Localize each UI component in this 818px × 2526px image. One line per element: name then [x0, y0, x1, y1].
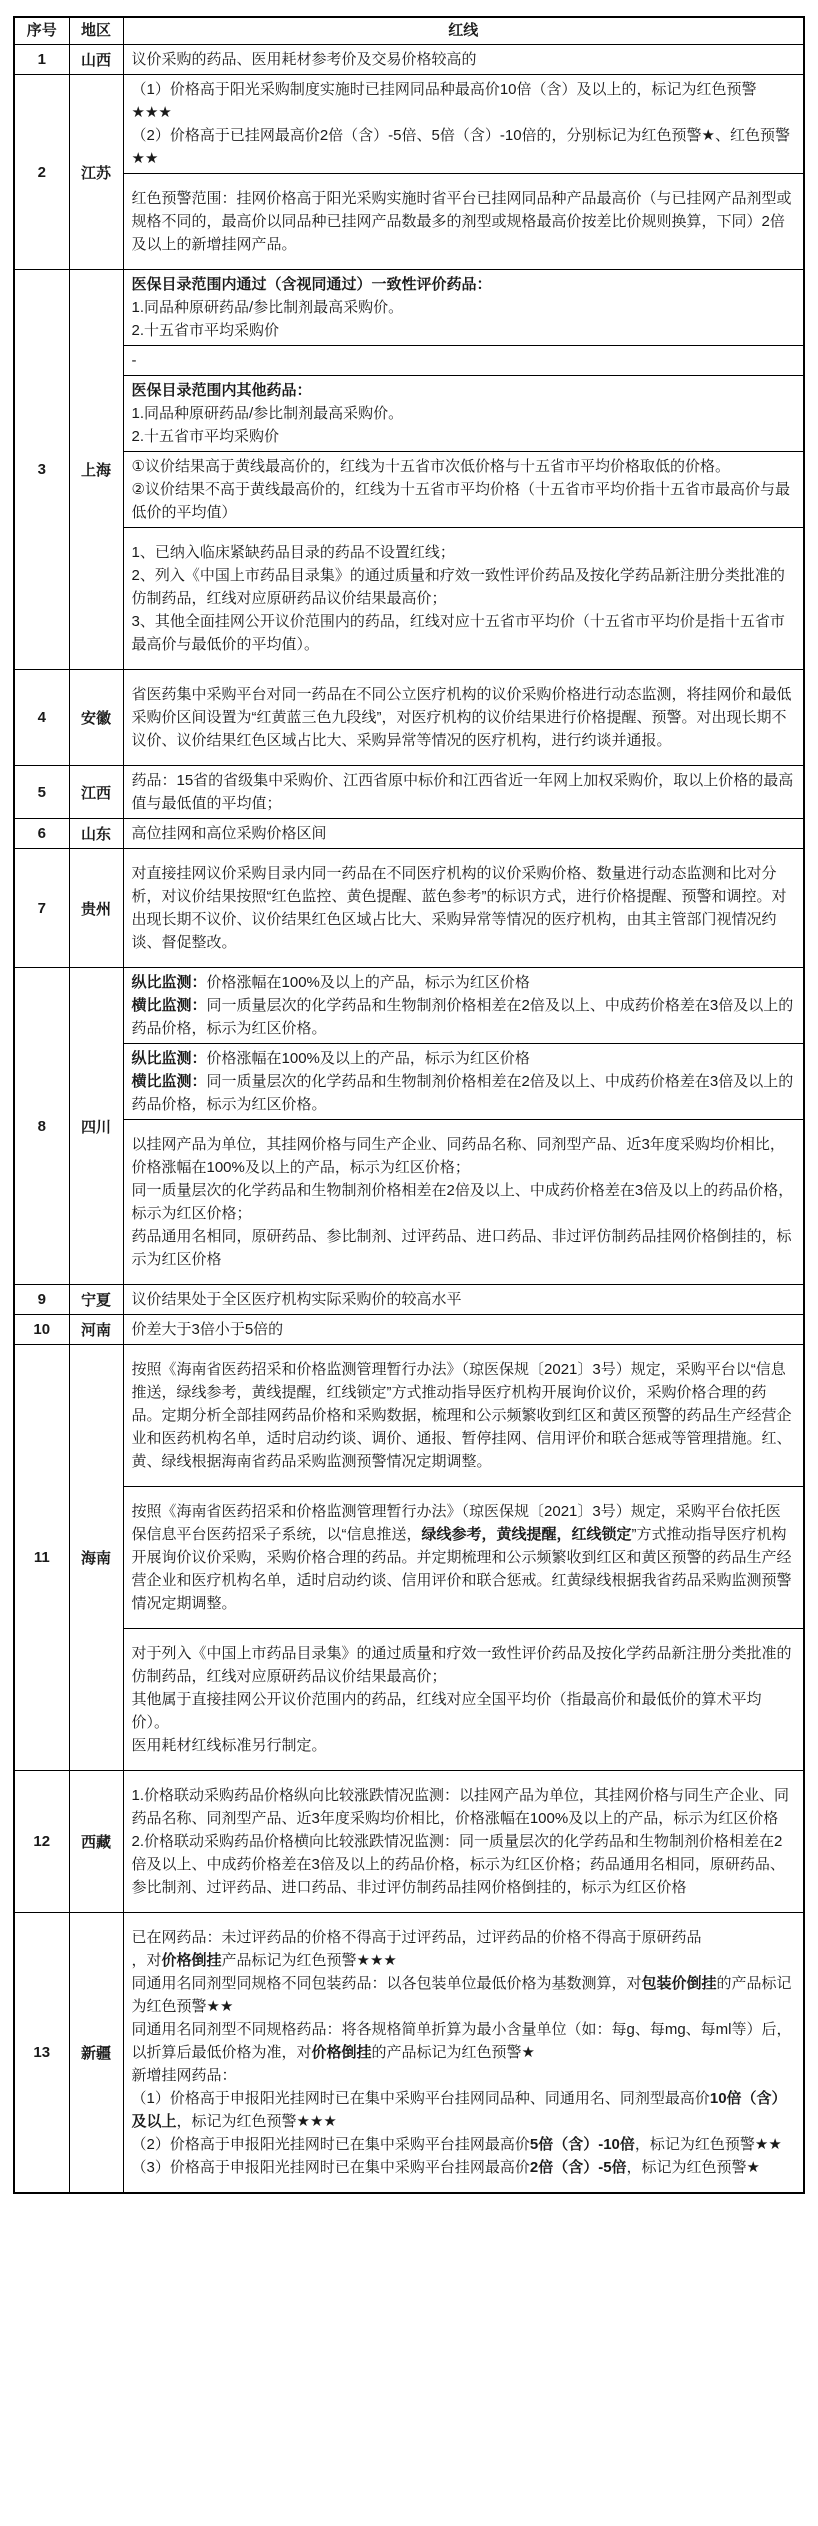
text: （1）价格高于申报阳光挂网时已在集中采购平台挂网同品种、同通用名、同剂型最高价: [131, 2090, 710, 2107]
text: ②议价结果不高于黄线最高价的，红线为十五省市平均价格（十五省市平均价指十五省市最高价与最低价的平均值）: [131, 481, 790, 521]
bold-text: 纵比监测：: [131, 974, 207, 991]
region-name-cell: 贵州: [69, 849, 123, 968]
bold-text: 2倍（含）-5倍: [529, 2159, 627, 2176]
paragraph: [132, 2018, 796, 2064]
redline-content-cell: [123, 766, 804, 819]
text: 同一质量层次的化学药品和生物制剂价格相差在2倍及以上、中成药价格差在3倍及以上的药品价格，标示为红区价格。: [131, 997, 794, 1037]
text: 药品：15省的省级集中采购价、江西省原中标价和江西省近一年网上加权采购价，取以上价格的最高值与最低值的平均值；: [131, 772, 794, 812]
bold-text: 5倍（含）-10倍: [529, 2136, 635, 2153]
table-row: [14, 346, 804, 376]
redline-content-cell: [123, 968, 804, 1044]
region-name-cell: 山西: [69, 45, 123, 75]
paragraph: [132, 319, 796, 342]
paragraph: [132, 822, 796, 845]
region-name-cell: 河南: [69, 1315, 123, 1345]
redline-content-cell: [123, 670, 804, 766]
paragraph: [132, 1949, 796, 1972]
column-header-redline: 红线: [123, 17, 804, 45]
table-row: [14, 1044, 804, 1120]
region-name-cell: 西藏: [69, 1771, 123, 1913]
column-header-no: 序号: [14, 17, 69, 45]
paragraph: [132, 1784, 796, 1830]
table-body: [14, 45, 804, 2194]
text: 医用耗材红线标准另行制定。: [131, 1737, 327, 1754]
region-name-cell: 安徽: [69, 670, 123, 766]
paragraph: [132, 1500, 796, 1615]
paragraph: [132, 564, 796, 610]
row-number-cell: 3: [14, 270, 69, 670]
table-row: [14, 968, 804, 1044]
red-line-table: [13, 16, 805, 2194]
redline-content-cell: [123, 174, 804, 270]
paragraph: [132, 610, 796, 656]
bold-text: 10倍（含）及以上: [131, 2090, 787, 2130]
paragraph: [132, 1830, 796, 1899]
text: 同通用名同剂型不同规格药品：将各规格简单折算为最小含量单位（如：每g、每mg、每ml等）后，以折算后最低价格为准，对: [131, 2021, 792, 2061]
bold-text: 包装价倒挂: [641, 1975, 717, 1992]
text: 对直接挂网议价采购目录内同一药品在不同医疗机构的议价采购价格、数量进行动态监测和比对分析，对议价结果按照“红色监控、黄色提醒、蓝色参考”的标识方式，进行价格提醒、预警和调控。对出现长期不议价、议价结果红色区域占比大、采购异常等情况的医疗机构，由其主管部门视情况约谈、督促整改。: [131, 865, 787, 951]
redline-content-cell: [123, 376, 804, 452]
table-row: [14, 1345, 804, 1487]
region-name-cell: 山东: [69, 819, 123, 849]
redline-content-cell: [123, 1913, 804, 2194]
redline-content-cell: [123, 1771, 804, 1913]
text: 同一质量层次的化学药品和生物制剂价格相差在2倍及以上、中成药价格差在3倍及以上的药品价格，标示为红区价格。: [131, 1073, 794, 1113]
text: ，标记为红色预警★★: [634, 2136, 782, 2153]
text: 按照《海南省医药招采和价格监测管理暂行办法》（琼医保规〔2021〕3号）规定，采购平台依托医保信息平台医药招采子系统，以“信息推送，: [131, 1503, 781, 1543]
row-number-cell: 12: [14, 1771, 69, 1913]
row-number-cell: 11: [14, 1345, 69, 1771]
table-row: [14, 1487, 804, 1629]
paragraph: [132, 1688, 796, 1734]
row-number-cell: 2: [14, 75, 69, 270]
paragraph: [132, 455, 796, 478]
table-row: [14, 452, 804, 528]
redline-content-cell: [123, 819, 804, 849]
text: （3）价格高于申报阳光挂网时已在集中采购平台挂网最高价: [131, 2159, 530, 2176]
text: 2.十五省市平均采购价: [131, 322, 280, 339]
table-row: [14, 75, 804, 174]
paragraph: [132, 541, 796, 564]
paragraph: [132, 769, 796, 815]
row-number-cell: 8: [14, 968, 69, 1285]
paragraph: [132, 1133, 796, 1179]
text: （1）价格高于阳光采购制度实施时已挂网同品种最高价10倍（含）及以上的，标记为红色预警★★★: [131, 81, 757, 121]
text: ①议价结果高于黄线最高价的，红线为十五省市次低价格与十五省市平均价格取低的价格。: [131, 458, 730, 475]
region-name-cell: 江西: [69, 766, 123, 819]
paragraph: [132, 1734, 796, 1757]
redline-content-cell: [123, 45, 804, 75]
paragraph: [132, 683, 796, 752]
text: 红色预警范围：挂网价格高于阳光采购实施时省平台已挂网同品种产品最高价（与已挂网产品剂型或规格不同的，最高价以同品种已挂网产品数最多的剂型或规格最高价按差比价规则换算，下同）2倍及以上的新增挂网产品。: [131, 190, 792, 253]
row-number-cell: 7: [14, 849, 69, 968]
text: 1、已纳入临床紧缺药品目录的药品不设置红线；: [131, 544, 455, 561]
table-row: [14, 1629, 804, 1771]
redline-content-cell: [123, 1345, 804, 1487]
redline-content-cell: [123, 528, 804, 670]
paragraph: [132, 478, 796, 524]
paragraph: [132, 1070, 796, 1116]
region-name-cell: 上海: [69, 270, 123, 670]
region-name-cell: 江苏: [69, 75, 123, 270]
row-number-cell: 10: [14, 1315, 69, 1345]
region-name-cell: 海南: [69, 1345, 123, 1771]
paragraph: [132, 2087, 796, 2133]
paragraph: [132, 1047, 796, 1070]
row-number-cell: 9: [14, 1285, 69, 1315]
redline-content-cell: [123, 1044, 804, 1120]
paragraph: [132, 1358, 796, 1473]
text: 产品标记为红色预警★★★: [221, 1952, 397, 1969]
text: 的产品标记为红色预警★★: [131, 1975, 792, 2015]
table-row: [14, 528, 804, 670]
paragraph: [132, 862, 796, 954]
text: 1.价格联动采购药品价格纵向比较涨跌情况监测：以挂网产品为单位，其挂网价格与同生产企业、同药品名称、同剂型产品、近3年度采购均价相比，价格涨幅在100%及以上的产品，标示为红区价格: [131, 1787, 790, 1827]
bold-text: 医保目录范围内其他药品：: [131, 382, 312, 399]
table-row: [14, 1913, 804, 2194]
table-row: [14, 45, 804, 75]
text: 2.十五省市平均采购价: [131, 428, 280, 445]
paragraph: [132, 2133, 796, 2156]
paragraph: [132, 1642, 796, 1688]
text: 以挂网产品为单位，其挂网价格与同生产企业、同药品名称、同剂型产品、近3年度采购均价相比，价格涨幅在100%及以上的产品，标示为红区价格；: [131, 1136, 785, 1176]
redline-content-cell: [123, 1120, 804, 1285]
text: 的产品标记为红色预警★: [371, 2044, 535, 2061]
table-row: [14, 270, 804, 346]
paragraph: [132, 124, 796, 170]
paragraph: [132, 78, 796, 124]
text: （2）价格高于已挂网最高价2倍（含）-5倍、5倍（含）-10倍的，分别标记为红色预警★、红色预警★★: [131, 127, 790, 167]
text: -: [131, 352, 137, 369]
text: ，对: [131, 1952, 162, 1969]
text: 2、列入《中国上市药品目录集》的通过质量和疗效一致性评价药品及按化学药品新注册分类批准的仿制药品，红线对应原研药品议价结果最高价；: [131, 567, 785, 607]
redline-content-cell: [123, 346, 804, 376]
region-name-cell: 新疆: [69, 1913, 123, 2194]
paragraph: [132, 971, 796, 994]
redline-content-cell: [123, 1285, 804, 1315]
paragraph: [132, 273, 796, 296]
paragraph: [132, 379, 796, 402]
row-number-cell: 5: [14, 766, 69, 819]
header-row: [14, 17, 804, 45]
redline-content-cell: [123, 849, 804, 968]
text: 省医药集中采购平台对同一药品在不同公立医疗机构的议价采购价格进行动态监测，将挂网价和最低采购价区间设置为“红黄蓝三色九段线”，对医疗机构的议价结果进行价格提醒、预警。对出现长期不议价、议价结果红色区域占比大、采购异常等情况的医疗机构，进行约谈并通报。: [131, 686, 792, 749]
region-name-cell: 四川: [69, 968, 123, 1285]
row-number-cell: 6: [14, 819, 69, 849]
text: （2）价格高于申报阳光挂网时已在集中采购平台挂网最高价: [131, 2136, 530, 2153]
bold-text: 医保目录范围内通过（含视同通过）一致性评价药品：: [131, 276, 492, 293]
text: 2.价格联动采购药品价格横向比较涨跌情况监测：同一质量层次的化学药品和生物制剂价格相差在2倍及以上、中成药价格差在3倍及以上的药品价格，标示为红区价格；药品通用名相同，原研药品、参比制剂、过评药品、进口药品、非过评仿制药品挂网价格倒挂的，标示为红区价格: [131, 1833, 785, 1896]
table-row: [14, 849, 804, 968]
paragraph: [132, 1318, 796, 1341]
table-row: [14, 1315, 804, 1345]
table-row: [14, 376, 804, 452]
text: 1.同品种原研药品/参比制剂最高采购价。: [131, 299, 404, 316]
column-header-region: 地区: [69, 17, 123, 45]
row-number-cell: 13: [14, 1913, 69, 2194]
text: 价差大于3倍小于5倍的: [131, 1321, 284, 1338]
paragraph: [132, 296, 796, 319]
paragraph: [132, 1225, 796, 1271]
paragraph: [132, 402, 796, 425]
row-number-cell: 4: [14, 670, 69, 766]
text: 已在网药品：未过评药品的价格不得高于过评药品，过评药品的价格不得高于原研药品: [131, 1929, 702, 1946]
redline-content-cell: [123, 1315, 804, 1345]
text: 3、其他全面挂网公开议价范围内的药品，红线对应十五省市平均价（十五省市平均价是指十五省市最高价与最低价的平均值）。: [131, 613, 785, 653]
table-row: [14, 174, 804, 270]
text: 药品通用名相同，原研药品、参比制剂、过评药品、进口药品、非过评仿制药品挂网价格倒挂的，标示为红区价格: [131, 1228, 792, 1268]
redline-content-cell: [123, 270, 804, 346]
text: 1.同品种原研药品/参比制剂最高采购价。: [131, 405, 404, 422]
redline-content-cell: [123, 1629, 804, 1771]
redline-content-cell: [123, 1487, 804, 1629]
bold-text: 横比监测：: [131, 1073, 207, 1090]
table-row: [14, 670, 804, 766]
row-number-cell: 1: [14, 45, 69, 75]
paragraph: [132, 1926, 796, 1949]
paragraph: [132, 349, 796, 372]
table-row: [14, 766, 804, 819]
table-row: [14, 1120, 804, 1285]
text: ，标记为红色预警★: [626, 2159, 760, 2176]
text: ，标记为红色预警★★★: [176, 2113, 337, 2130]
text: 同一质量层次的化学药品和生物制剂价格相差在2倍及以上、中成药价格差在3倍及以上的药品价格，标示为红区价格；: [131, 1182, 794, 1222]
paragraph: [132, 187, 796, 256]
text: 同通用名同剂型同规格不同包装药品：以各包装单位最低价格为基数测算，对: [131, 1975, 642, 1992]
bold-text: 横比监测：: [131, 997, 207, 1014]
paragraph: [132, 1179, 796, 1225]
paragraph: [132, 2156, 796, 2179]
redline-content-cell: [123, 452, 804, 528]
text: 议价采购的药品、医用耗材参考价及交易价格较高的: [131, 51, 477, 68]
redline-content-cell: [123, 75, 804, 174]
table-row: [14, 1771, 804, 1913]
bold-text: 纵比监测：: [131, 1050, 207, 1067]
text: 高位挂网和高位采购价格区间: [131, 825, 327, 842]
bold-text: 价格倒挂: [161, 1952, 222, 1969]
paragraph: [132, 994, 796, 1040]
region-name-cell: 宁夏: [69, 1285, 123, 1315]
text: 价格涨幅在100%及以上的产品，标示为红区价格: [206, 1050, 530, 1067]
table-row: [14, 1285, 804, 1315]
paragraph: [132, 1288, 796, 1311]
bold-text: 绿线参考，黄线提醒，红线锁定: [421, 1526, 632, 1543]
text: 价格涨幅在100%及以上的产品，标示为红区价格: [206, 974, 530, 991]
text: 新增挂网药品：: [131, 2067, 237, 2084]
paragraph: [132, 1972, 796, 2018]
text: 其他属于直接挂网公开议价范围内的药品，红线对应全国平均价（指最高价和最低价的算术平均价）。: [131, 1691, 762, 1731]
paragraph: [132, 425, 796, 448]
table-row: [14, 819, 804, 849]
paragraph: [132, 48, 796, 71]
paragraph: [132, 2064, 796, 2087]
text: 按照《海南省医药招采和价格监测管理暂行办法》（琼医保规〔2021〕3号）规定，采购平台以“信息推送，绿线参考，黄线提醒，红线锁定”方式推动指导医疗机构开展询价议价，采购价格合理的药品。定期分析全部挂网药品价格和采购数据，梳理和公示频繁收到红区和黄区预警的药品生产经营企业和医药机构名单，适时启动约谈、调价、通报、暂停挂网、信用评价和联合惩戒等管理措施。红、黄、绿线根据海南省药品采购监测预警情况定期调整。: [131, 1361, 792, 1470]
text: 议价结果处于全区医疗机构实际采购价的较高水平: [131, 1291, 462, 1308]
text: ”方式推动指导医疗机构开展询价议价采购，采购价格合理的药品。并定期梳理和公示频繁收到红区和黄区预警的药品生产经营企业和医疗机构名单，适时启动约谈、信用评价和联合惩戒。红黄绿线根据我省药品采购监测预警情况定期调整。: [131, 1526, 792, 1612]
text: 对于列入《中国上市药品目录集》的通过质量和疗效一致性评价药品及按化学药品新注册分类批准的仿制药品，红线对应原研药品议价结果最高价；: [131, 1645, 792, 1685]
bold-text: 价格倒挂: [311, 2044, 372, 2061]
